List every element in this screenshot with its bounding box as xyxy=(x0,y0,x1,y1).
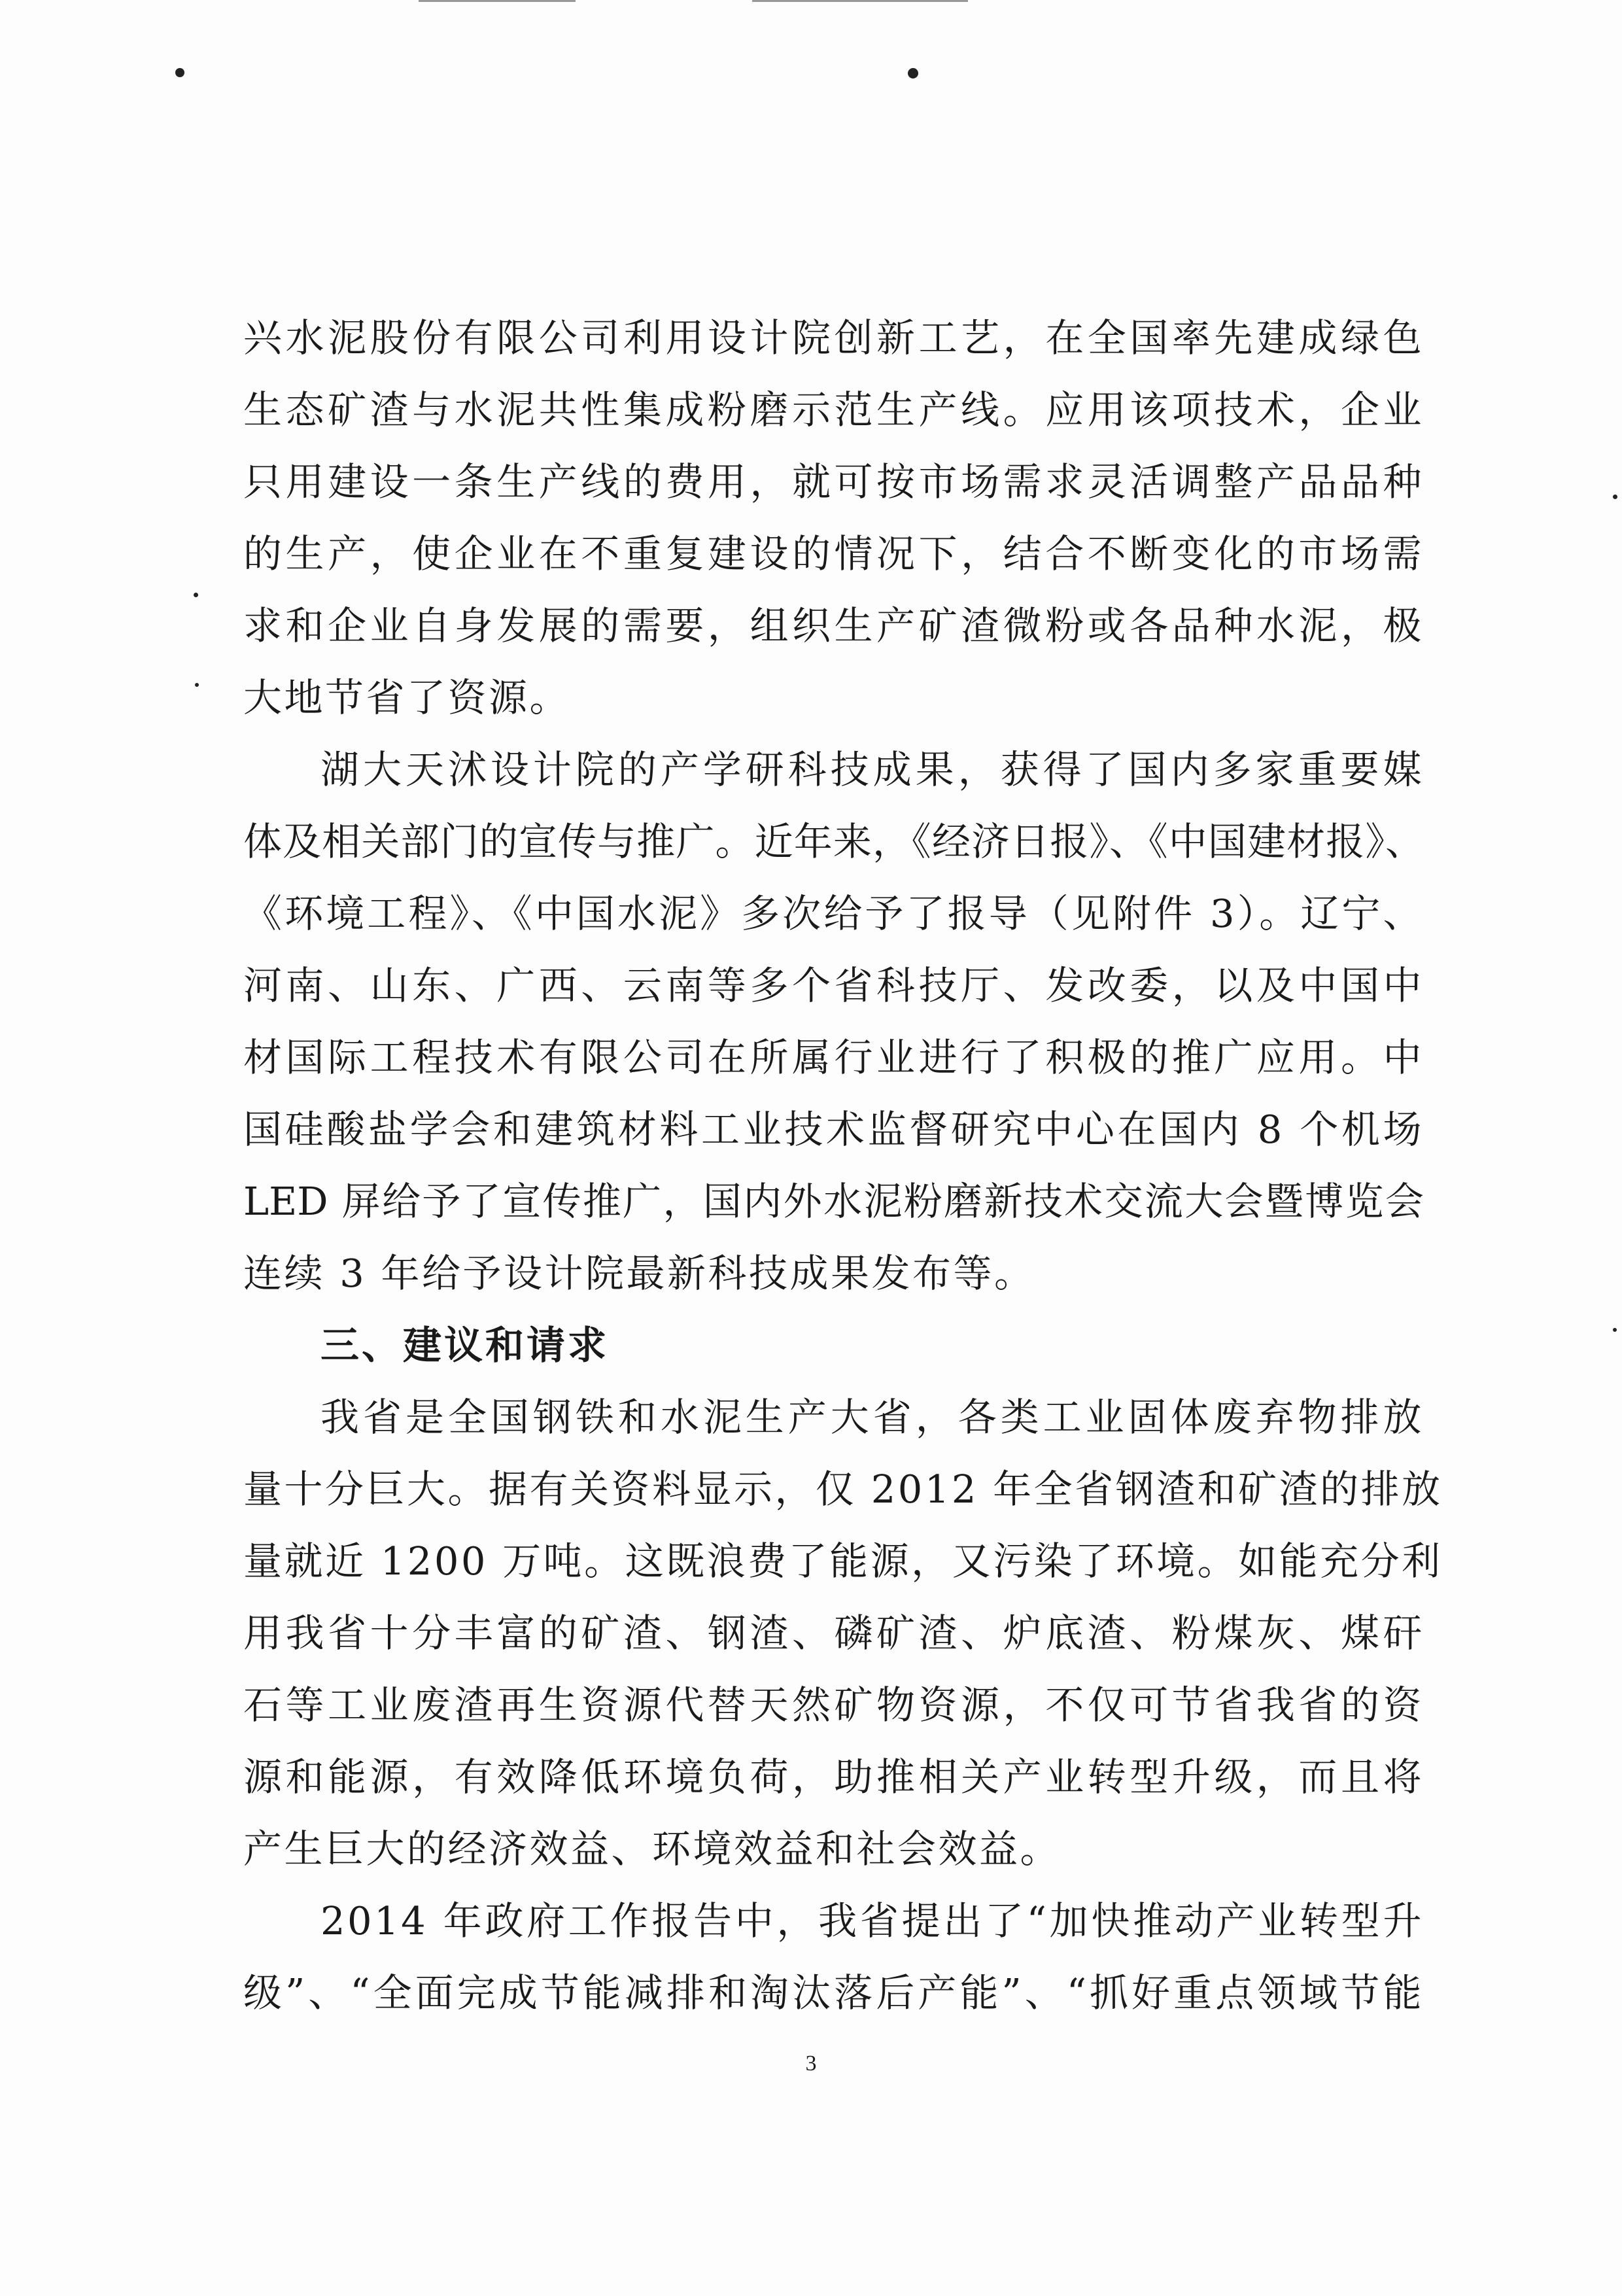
paragraph-first-line: 2014 年政府工作报告中，我省提出了“加快推动产业转型升 xyxy=(320,1898,1424,1943)
text-line: 用我省十分丰富的矿渣、钢渣、磷矿渣、炉底渣、粉煤灰、煤矸 xyxy=(243,1610,1424,1656)
scan-speck xyxy=(908,68,918,78)
text-line: 国硅酸盐学会和建筑材料工业技术监督研究中心在国内 8 个机场 xyxy=(243,1107,1424,1152)
text-line: LED 屏给予了宣传推广，国内外水泥粉磨新技术交流大会暨博览会 xyxy=(243,1179,1424,1224)
text-line: 连续 3 年给予设计院最新科技成果发布等。 xyxy=(243,1251,1035,1296)
text-line: 量十分巨大。据有关资料显示，仅 2012 年全省钢渣和矿渣的排放 xyxy=(243,1467,1443,1512)
scan-speck xyxy=(1613,495,1617,499)
text-line: 只用建设一条生产线的费用，就可按市场需求灵活调整产品品种 xyxy=(243,459,1424,504)
text-line: 源和能源，有效降低环境负荷，助推相关产业转型升级，而且将 xyxy=(243,1754,1424,1800)
text-line: 量就近 1200 万吨。这既浪费了能源，又污染了环境。如能充分利 xyxy=(243,1539,1443,1584)
scan-speck xyxy=(195,683,199,687)
text-line: 体及相关部门的宣传与推广。近年来，《经济日报》、《中国建材报》、 xyxy=(243,819,1424,864)
paragraph-first-line: 湖大天沭设计院的产学研科技成果，获得了国内多家重要媒 xyxy=(320,747,1424,792)
text-line: 产生巨大的经济效益、环境效益和社会效益。 xyxy=(243,1826,1061,1871)
text-line: 石等工业废渣再生资源代替天然矿物资源，不仅可节省我省的资 xyxy=(243,1682,1424,1728)
text-line: 求和企业自身发展的需要，组织生产矿渣微粉或各品种水泥，极 xyxy=(243,603,1424,648)
page-number: 3 xyxy=(805,2051,817,2076)
text-line: 材国际工程技术有限公司在所属行业进行了积极的推广应用。中 xyxy=(243,1035,1424,1080)
text-line: 级”、“全面完成节能减排和淘汰落后产能”、“抓好重点领域节能 xyxy=(243,1970,1424,2015)
paragraph-first-line: 我省是全国钢铁和水泥生产大省，各类工业固体废弃物排放 xyxy=(320,1395,1424,1440)
text-line: 的生产，使企业在不重复建设的情况下，结合不断变化的市场需 xyxy=(243,531,1424,576)
scan-speck xyxy=(1613,1328,1617,1332)
text-line: 兴水泥股份有限公司利用设计院创新工艺，在全国率先建成绿色 xyxy=(243,315,1424,360)
scan-edge-mark xyxy=(419,0,576,2)
section-heading: 三、建议和请求 xyxy=(320,1323,610,1368)
scan-speck xyxy=(175,68,184,77)
text-line: 生态矿渣与水泥共性集成粉磨示范生产线。应用该项技术，企业 xyxy=(243,387,1424,432)
text-line: 河南、山东、广西、云南等多个省科技厅、发改委，以及中国中 xyxy=(243,963,1424,1008)
scan-speck xyxy=(194,593,198,597)
text-line: 《环境工程》、《中国水泥》多次给予了报导（见附件 3）。辽宁、 xyxy=(243,891,1424,936)
scan-edge-mark xyxy=(752,0,968,2)
text-line: 大地节省了资源。 xyxy=(243,675,571,720)
